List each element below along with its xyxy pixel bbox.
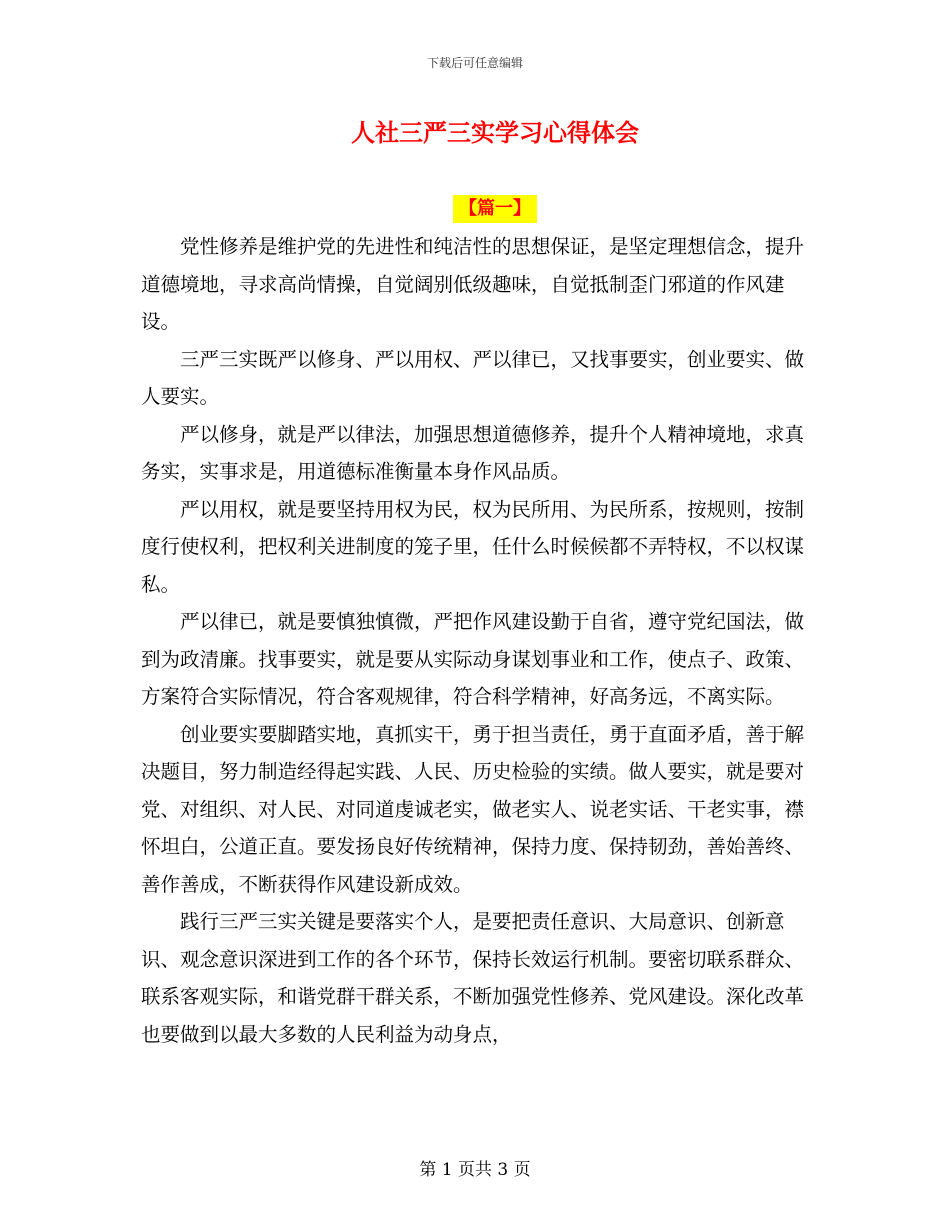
paragraph: 创业要实要脚踏实地，真抓实干，勇于担当责任，勇于直面矛盾，善于解决题目，努力制造经得起实践、人民、历史检验的实绩。做人要实，就是要对党、对组织、对人民、对同道虔诚老实，做老实人、说老实话、干老实事，襟怀坦白，公道正直。要发扬良好传统精神，保持力度、保持韧劲，善始善终、善作善成，不断获得作风建设新成效。 (141, 722, 805, 896)
paragraph: 党性修养是维护党的先进性和纯洁性的思想保证，是坚定理想信念，提升道德境地，寻求高尚情操，自觉阔别低级趣味，自觉抵制歪门邪道的作风建设。 (141, 235, 805, 333)
paragraph: 三严三实既严以修身、严以用权、严以律已，又找事要实，创业要实、做人要实。 (141, 347, 805, 408)
document-body (141, 228, 811, 1053)
document-title: 人社三严三实学习心得体会 (351, 118, 639, 147)
page-header-note: 下载后可任意编辑 (426, 56, 523, 70)
page-footer-number: 第 1 页共 3 页 (419, 1160, 531, 1180)
paragraph: 严以修身，就是严以律法，加强思想道德修养，提升个人精神境地，求真务实，实事求是，用道德标准衡量本身作风品质。 (141, 422, 805, 483)
section-label: 【篇一】 (453, 195, 537, 223)
paragraph: 严以律已，就是要慎独慎微，严把作风建设勤于自省，遵守党纪国法，做到为政清廉。找事要实，就是要从实际动身谋划事业和工作，使点子、政策、方案符合实际情况，符合客观规律，符合科学精神，好高务远，不离实际。 (141, 610, 805, 708)
paragraph: 践行三严三实关键是要落实个人，是要把责任意识、大局意识、创新意识、观念意识深进到工作的各个环节，保持长效运行机制。要密切联系群众、联系客观实际，和谐党群干群关系，不断加强党性修养、党风建设。深化改革也要做到以最大多数的人民利益为动身点， (141, 910, 805, 1046)
paragraph: 严以用权，就是要坚持用权为民，权为民所用、为民所系，按规则，按制度行使权利，把权利关进制度的笼子里，任什么时候候都不弄特权，不以权谋私。 (141, 497, 805, 596)
